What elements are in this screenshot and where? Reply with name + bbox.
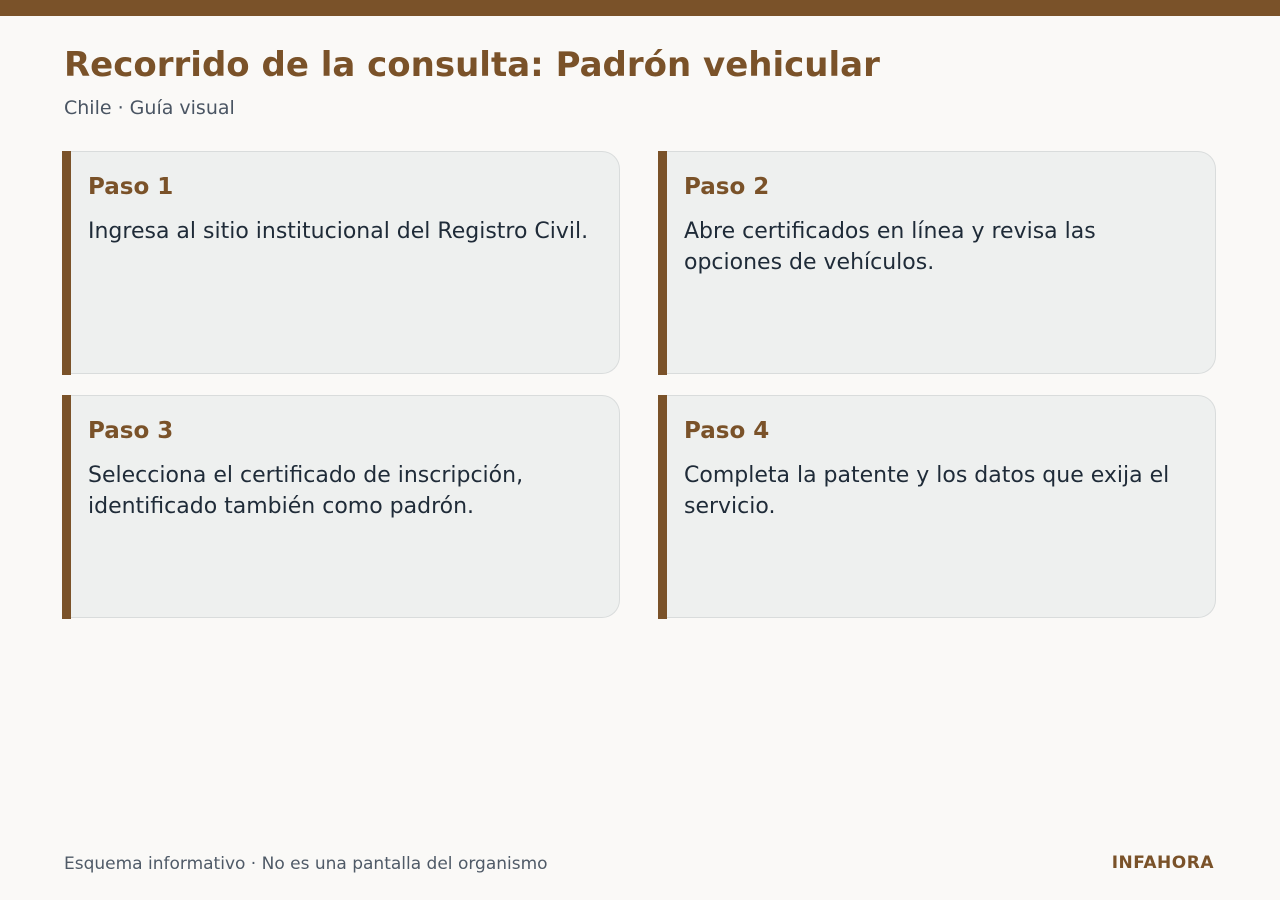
step-description: Ingresa al sitio institucional del Registro Civil. bbox=[88, 219, 589, 244]
top-accent-bar bbox=[0, 0, 1280, 16]
step-title: Paso 1 bbox=[88, 174, 174, 200]
step-title: Paso 3 bbox=[88, 418, 174, 444]
step-description: Completa la patente y los datos que exija el servicio. bbox=[684, 463, 1170, 519]
page-title: Recorrido de la consulta: Padrón vehicular bbox=[64, 45, 880, 85]
step-card-2 bbox=[658, 151, 1216, 374]
step-card-1 bbox=[62, 151, 620, 374]
step-card-3 bbox=[62, 395, 620, 618]
step-title: Paso 2 bbox=[684, 174, 770, 200]
footer-brand-logo: INFAHORA bbox=[1111, 853, 1214, 873]
step-description: Abre certificados en línea y revisa las opciones de vehículos. bbox=[684, 219, 1096, 275]
page-header bbox=[64, 44, 880, 120]
page-subtitle: Chile · Guía visual bbox=[64, 97, 235, 119]
step-description: Selecciona el certificado de inscripción, identificado también como padrón. bbox=[88, 463, 524, 519]
footer-disclaimer: Esquema informativo · No es una pantalla del organismo bbox=[64, 854, 548, 874]
steps-grid bbox=[62, 151, 1216, 618]
step-title: Paso 4 bbox=[684, 418, 770, 444]
step-card-4 bbox=[658, 395, 1216, 618]
